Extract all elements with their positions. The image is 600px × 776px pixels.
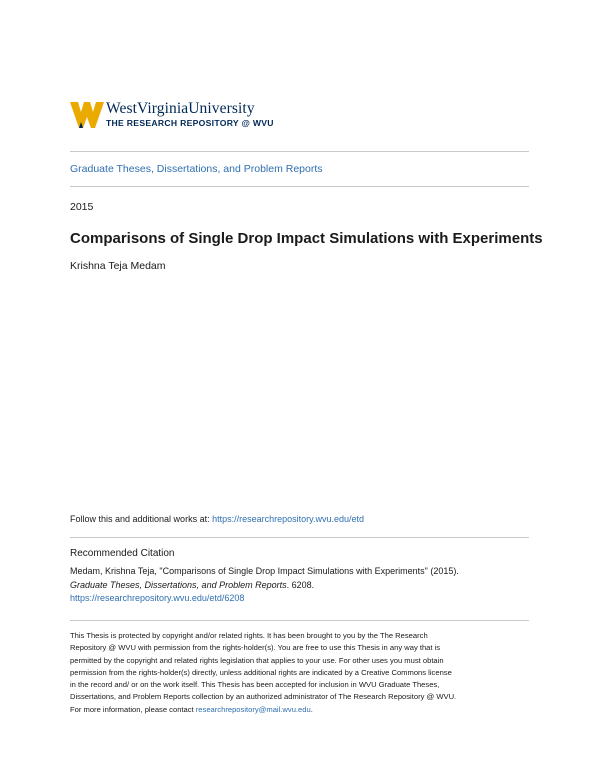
license-statement	[70, 630, 532, 716]
contact-period: .	[310, 704, 313, 714]
citation-number: . 6208.	[286, 579, 315, 590]
etd-collection-link[interactable]: https://researchrepository.wvu.edu/etd	[212, 514, 364, 524]
citation-block	[70, 565, 459, 606]
repository-name: THE RESEARCH REPOSITORY @ WVU	[106, 118, 274, 128]
series-link[interactable]: Graduate Theses, Dissertations, and Problem Reports	[70, 163, 323, 175]
university-name: WestVirginiaUniversity	[106, 100, 255, 117]
follow-line	[70, 514, 364, 524]
citation-source	[70, 579, 459, 593]
divider-top	[70, 151, 529, 152]
license-line: permission from the rights-holder(s) directly, unless additional rights are indicated by a Creative Commons license	[70, 667, 452, 677]
divider-citation	[70, 537, 529, 538]
flying-wv-icon	[70, 98, 104, 132]
contact-email-link[interactable]: researchrepository@mail.wvu.edu	[195, 704, 311, 714]
divider-series	[70, 186, 529, 187]
publication-year: 2015	[70, 201, 94, 213]
divider-license	[70, 620, 529, 621]
citation-series: Graduate Theses, Dissertations, and Problem Reports	[70, 579, 287, 590]
citation-line: Medam, Krishna Teja, "Comparisons of Single Drop Impact Simulations with Experiments" (2015).	[70, 566, 459, 576]
document-title: Comparisons of Single Drop Impact Simulations with Experiments	[70, 230, 543, 247]
license-line: This Thesis is protected by copyright and/or related rights. It has been brought to you by the The Research	[70, 631, 428, 640]
wvu-logo[interactable]	[70, 98, 300, 138]
license-line: in the record and/ or on the work itself. This Thesis has been accepted for inclusion in WVU Graduate Theses,	[70, 680, 440, 690]
license-line: permitted by the copyright and related rights legislation that applies to your use. For other uses you must obtain	[70, 655, 444, 665]
author-name: Krishna Teja Medam	[70, 260, 166, 272]
contact-line	[70, 704, 532, 716]
citation-url-link[interactable]: https://researchrepository.wvu.edu/etd/6208	[70, 593, 245, 603]
citation-heading: Recommended Citation	[70, 548, 175, 559]
license-line: Dissertations, and Problem Reports collection by an authorized administrator of The Research Repository @ WVU.	[70, 692, 457, 702]
license-line: Repository @ WVU with permission from the rights-holder(s). You are free to use this Thesis in any way that is	[70, 643, 441, 653]
contact-label: For more information, please contact	[70, 704, 196, 714]
follow-label: Follow this and additional works at:	[70, 514, 213, 524]
